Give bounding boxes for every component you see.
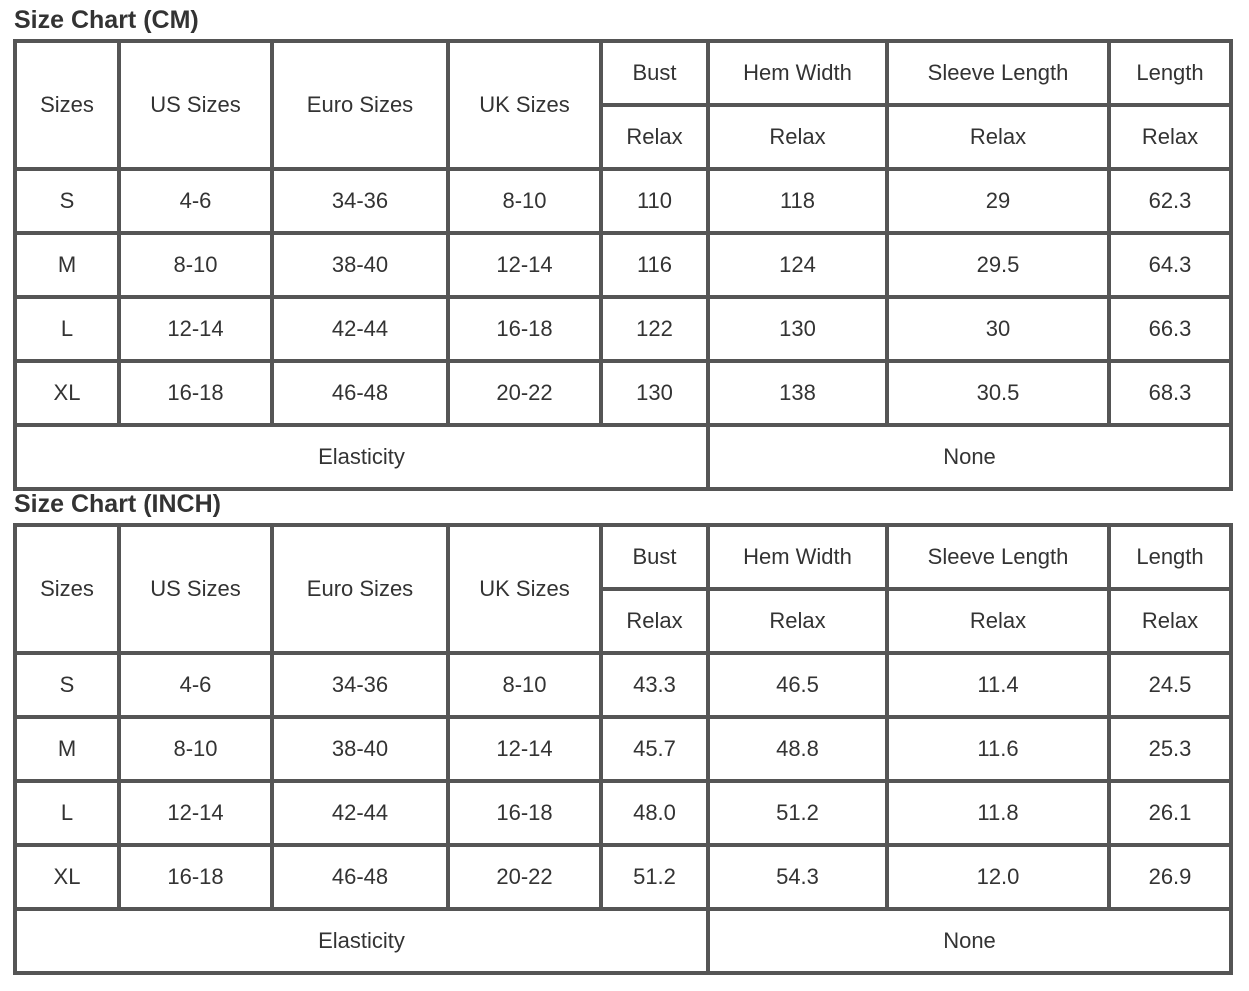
cell-uk-size: 12-14 bbox=[448, 233, 601, 297]
table-row bbox=[15, 169, 1231, 233]
header-row bbox=[15, 41, 1231, 105]
cell-us-size: 8-10 bbox=[119, 233, 272, 297]
cell-us-size: 12-14 bbox=[119, 781, 272, 845]
cell-uk-size: 8-10 bbox=[448, 653, 601, 717]
header-euro-sizes: Euro Sizes bbox=[272, 41, 448, 169]
cell-length: 64.3 bbox=[1109, 233, 1231, 297]
cell-hem-width: 54.3 bbox=[708, 845, 887, 909]
cell-bust: 122 bbox=[601, 297, 708, 361]
cell-uk-size: 20-22 bbox=[448, 361, 601, 425]
subheader-relax: Relax bbox=[887, 105, 1109, 169]
cell-bust: 51.2 bbox=[601, 845, 708, 909]
cell-hem-width: 48.8 bbox=[708, 717, 887, 781]
cell-us-size: 4-6 bbox=[119, 169, 272, 233]
cell-length: 62.3 bbox=[1109, 169, 1231, 233]
header-bust: Bust bbox=[601, 41, 708, 105]
elasticity-label: Elasticity bbox=[15, 909, 708, 973]
cell-sleeve-length: 11.6 bbox=[887, 717, 1109, 781]
table-row bbox=[15, 845, 1231, 909]
subheader-relax: Relax bbox=[708, 105, 887, 169]
cell-length: 26.1 bbox=[1109, 781, 1231, 845]
cell-size: L bbox=[15, 781, 119, 845]
size-table bbox=[13, 523, 1233, 975]
size-table bbox=[13, 39, 1233, 491]
size-chart-inch bbox=[13, 488, 1233, 975]
header-hem-width: Hem Width bbox=[708, 525, 887, 589]
cell-hem-width: 118 bbox=[708, 169, 887, 233]
cell-euro-size: 42-44 bbox=[272, 781, 448, 845]
header-euro-sizes: Euro Sizes bbox=[272, 525, 448, 653]
subheader-relax: Relax bbox=[1109, 589, 1231, 653]
elasticity-row bbox=[15, 909, 1231, 973]
subheader-relax: Relax bbox=[708, 589, 887, 653]
table-row bbox=[15, 297, 1231, 361]
elasticity-value: None bbox=[708, 909, 1231, 973]
subheader-relax: Relax bbox=[1109, 105, 1231, 169]
chart-title: Size Chart (CM) bbox=[14, 6, 199, 34]
cell-length: 26.9 bbox=[1109, 845, 1231, 909]
cell-hem-width: 130 bbox=[708, 297, 887, 361]
cell-bust: 45.7 bbox=[601, 717, 708, 781]
cell-sleeve-length: 11.8 bbox=[887, 781, 1109, 845]
table-row bbox=[15, 233, 1231, 297]
cell-us-size: 16-18 bbox=[119, 361, 272, 425]
header-us-sizes: US Sizes bbox=[119, 41, 272, 169]
cell-length: 66.3 bbox=[1109, 297, 1231, 361]
elasticity-label: Elasticity bbox=[15, 425, 708, 489]
cell-size: S bbox=[15, 169, 119, 233]
cell-bust: 43.3 bbox=[601, 653, 708, 717]
table-row bbox=[15, 653, 1231, 717]
cell-euro-size: 46-48 bbox=[272, 361, 448, 425]
cell-bust: 130 bbox=[601, 361, 708, 425]
cell-euro-size: 42-44 bbox=[272, 297, 448, 361]
cell-bust: 110 bbox=[601, 169, 708, 233]
subheader-relax: Relax bbox=[601, 589, 708, 653]
header-bust: Bust bbox=[601, 525, 708, 589]
elasticity-value: None bbox=[708, 425, 1231, 489]
cell-sleeve-length: 30.5 bbox=[887, 361, 1109, 425]
cell-hem-width: 138 bbox=[708, 361, 887, 425]
cell-length: 68.3 bbox=[1109, 361, 1231, 425]
cell-uk-size: 16-18 bbox=[448, 297, 601, 361]
cell-us-size: 12-14 bbox=[119, 297, 272, 361]
cell-sleeve-length: 29 bbox=[887, 169, 1109, 233]
cell-euro-size: 38-40 bbox=[272, 717, 448, 781]
cell-hem-width: 124 bbox=[708, 233, 887, 297]
cell-length: 25.3 bbox=[1109, 717, 1231, 781]
cell-bust: 48.0 bbox=[601, 781, 708, 845]
cell-sleeve-length: 12.0 bbox=[887, 845, 1109, 909]
table-row bbox=[15, 717, 1231, 781]
header-uk-sizes: UK Sizes bbox=[448, 41, 601, 169]
cell-sleeve-length: 29.5 bbox=[887, 233, 1109, 297]
cell-euro-size: 34-36 bbox=[272, 169, 448, 233]
cell-us-size: 16-18 bbox=[119, 845, 272, 909]
table-row bbox=[15, 361, 1231, 425]
cell-uk-size: 8-10 bbox=[448, 169, 601, 233]
table-row bbox=[15, 781, 1231, 845]
cell-sleeve-length: 11.4 bbox=[887, 653, 1109, 717]
cell-us-size: 8-10 bbox=[119, 717, 272, 781]
cell-size: M bbox=[15, 717, 119, 781]
cell-size: XL bbox=[15, 361, 119, 425]
cell-euro-size: 46-48 bbox=[272, 845, 448, 909]
cell-euro-size: 34-36 bbox=[272, 653, 448, 717]
cell-hem-width: 46.5 bbox=[708, 653, 887, 717]
subheader-relax: Relax bbox=[601, 105, 708, 169]
header-sleeve-length: Sleeve Length bbox=[887, 525, 1109, 589]
header-hem-width: Hem Width bbox=[708, 41, 887, 105]
cell-size: XL bbox=[15, 845, 119, 909]
cell-hem-width: 51.2 bbox=[708, 781, 887, 845]
cell-euro-size: 38-40 bbox=[272, 233, 448, 297]
cell-size: M bbox=[15, 233, 119, 297]
size-chart-cm bbox=[13, 4, 1233, 491]
header-sizes: Sizes bbox=[15, 41, 119, 169]
elasticity-row bbox=[15, 425, 1231, 489]
header-sleeve-length: Sleeve Length bbox=[887, 41, 1109, 105]
header-row bbox=[15, 525, 1231, 589]
cell-uk-size: 16-18 bbox=[448, 781, 601, 845]
header-length: Length bbox=[1109, 525, 1231, 589]
cell-bust: 116 bbox=[601, 233, 708, 297]
cell-size: L bbox=[15, 297, 119, 361]
header-uk-sizes: UK Sizes bbox=[448, 525, 601, 653]
cell-size: S bbox=[15, 653, 119, 717]
cell-us-size: 4-6 bbox=[119, 653, 272, 717]
subheader-relax: Relax bbox=[887, 589, 1109, 653]
header-us-sizes: US Sizes bbox=[119, 525, 272, 653]
cell-length: 24.5 bbox=[1109, 653, 1231, 717]
cell-sleeve-length: 30 bbox=[887, 297, 1109, 361]
cell-uk-size: 12-14 bbox=[448, 717, 601, 781]
cell-uk-size: 20-22 bbox=[448, 845, 601, 909]
header-length: Length bbox=[1109, 41, 1231, 105]
header-sizes: Sizes bbox=[15, 525, 119, 653]
chart-title: Size Chart (INCH) bbox=[14, 490, 221, 518]
